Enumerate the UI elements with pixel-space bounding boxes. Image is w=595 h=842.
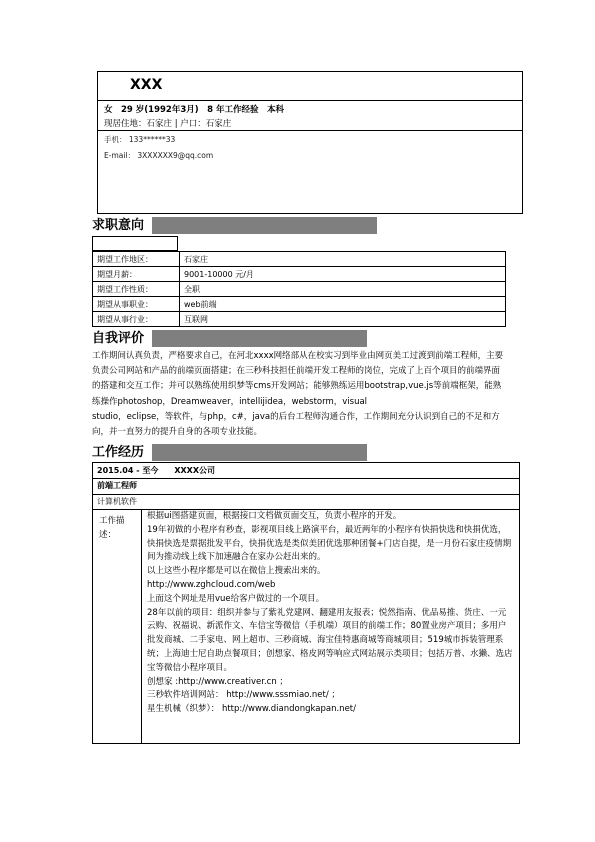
profile-basic-info: 女 29 岁(1992年3月) 8 年工作经验 本科 <box>104 105 285 115</box>
work-desc-divider <box>141 509 142 743</box>
intent-value: 全职 <box>180 282 506 297</box>
profile-phone: 手机： 133******33 <box>104 135 176 144</box>
work-desc-link[interactable]: http://www.zghcloud.com/web <box>147 579 276 590</box>
profile-basic-row <box>98 100 522 131</box>
work-desc-body <box>147 510 513 717</box>
intent-table <box>92 251 506 327</box>
profile-email: E-mail： 3XXXXXX9@qq.com <box>104 151 214 160</box>
section-bar-self-eval <box>152 330 367 347</box>
work-period: 2015.04 - 至今 XXXX公司 <box>97 466 215 475</box>
profile-address: 现居住地：石家庄 | 户口：石家庄 <box>104 119 232 129</box>
intent-spacer-cell <box>92 236 178 251</box>
intent-row <box>93 282 506 297</box>
intent-row <box>93 267 506 282</box>
work-industry-row <box>93 494 519 510</box>
intent-row <box>93 312 506 327</box>
intent-value: 互联网 <box>180 312 506 327</box>
work-desc-link[interactable]: 创想家 :http://www.creativer.cn ； <box>147 676 288 687</box>
intent-row <box>93 252 506 267</box>
intent-label: 期望从事行业： <box>93 312 180 327</box>
work-experience-table <box>92 462 520 744</box>
intent-value: web前端 <box>180 297 506 312</box>
work-desc-line: 19年初做的小程序有秒查，影视项目线上路演平台，最近两年的小程序有快捐快选和快捐优选，快捐快选是票据批发平台，快捐优选是类似美团优选那种团餐+门店自提，是一月份石家庄疫情期间为推动线上线下加速融合在家办公赶出来的。 <box>147 524 512 563</box>
self-eval-paragraph: 工作期间认真负责，严格要求自己，在河北xxxx网络部从在校实习到毕业由网页美工过渡到前端工程师，主要负责公司网站和产品的前端页面搭建；在三秒科技担任前端开发工程师的岗位，完成了上百个项目的前端界面的搭建和交互工作；并可以熟练使用织梦等cms开发网站；能够熟练运用bootstrap,vue.js等前端框架，能熟练操作photoshop，Dreamweaver，intellijidea，webstorm，visual <box>92 351 504 407</box>
work-desc-line: 根据ui图搭建页面，根据接口文档做页面交互，负责小程序的开发。 <box>147 511 402 521</box>
work-title: 前端工程师 <box>97 481 137 490</box>
section-title-experience: 工作经历 <box>92 445 145 460</box>
profile-name-row <box>98 72 522 101</box>
intent-label: 期望工作性质： <box>93 282 180 297</box>
section-title-intent: 求职意向 <box>92 218 145 233</box>
work-desc-line: 上面这个网址是用vue给客户做过的一个项目。 <box>147 593 325 604</box>
intent-row <box>93 297 506 312</box>
work-title-row <box>93 478 519 495</box>
work-desc-link[interactable]: 三秒软件培训网站： http://www.sssmiao.net/ ； <box>147 690 340 701</box>
intent-label: 期望月薪： <box>93 267 180 282</box>
profile-card <box>97 71 523 214</box>
intent-label: 期望工作地区： <box>93 252 180 267</box>
work-desc-label: 工作描述： <box>99 516 125 540</box>
section-title-self-eval: 自我评价 <box>92 331 145 346</box>
self-eval-text <box>92 349 506 440</box>
intent-value: 9001-10000 元/月 <box>180 267 506 282</box>
profile-name: XXX <box>130 77 163 93</box>
self-eval-paragraph: studio，eclipse，等软件，与php，c#，java的后台工程师沟通合作，工作期间充分认识到自己的不足和方向，并一直努力的提升自身的各项专业技能。 <box>92 411 500 438</box>
work-industry: 计算机软件 <box>97 497 137 506</box>
section-bar-experience <box>152 444 367 461</box>
intent-label: 期望从事职业： <box>93 297 180 312</box>
work-desc-link[interactable]: 星生机械（织梦）： http://www.diandongkapan.net/ <box>147 704 356 715</box>
intent-value: 石家庄 <box>180 252 506 267</box>
work-desc-line: 以上这些小程序都是可以在微信上搜索出来的。 <box>147 566 326 577</box>
work-period-row <box>93 463 519 479</box>
work-desc-line: 28年以前的项目：组织并参与了紫礼党建网、翻建用友报表；悦然指南、优品易推、货庄、一元云购、祝福说、新派作文、车信宝等微信（手机端）项目的前端工作；80置业房产项目；多用户批发商城、二手家电、网上超市、三秒商城、海宝佳特惠商城等商城项目；519城市拆装管理系统；上海迪士尼自助点餐项目；创想家、格皮网等响应式网站展示类项目；包括万普、水獭、选店宝等微信小程序项目。 <box>147 607 513 673</box>
section-bar-intent <box>152 217 377 234</box>
